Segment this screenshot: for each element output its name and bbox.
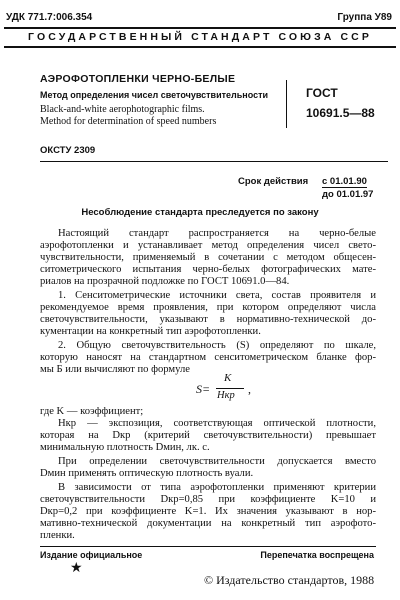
- udc-code: УДК 771.7:006.354: [6, 12, 93, 23]
- body-line-20: светочувствительности Dкр=0,85 при коэффициенте K=10 и: [40, 494, 376, 505]
- formula-end: ,: [248, 382, 251, 396]
- body-line-3: чувствительности, применяемый в сочетании с методом общесен-: [40, 252, 376, 263]
- body-line-12: мы Б или вычисляют по формуле: [40, 364, 190, 375]
- formula-fraction-bar: [216, 388, 244, 389]
- formula-denominator: Hкр: [217, 390, 235, 401]
- body-line-14: Hкр — экспозиция, соответствующая оптической плотности,: [58, 418, 376, 429]
- formula-numerator: K: [224, 372, 232, 384]
- okstu-rule: [40, 161, 388, 162]
- title-en-line-2: Method for determination of speed numbers: [40, 116, 217, 127]
- body-line-1: Настоящий стандарт распространяется на черно-белые: [58, 228, 376, 239]
- body-line-4: ситометрического испытания черно-белых фотографических мате-: [40, 264, 376, 275]
- body-line-8: светочувствительности, указывают в нормативно-технической до-: [40, 314, 376, 325]
- copyright-notice: © Издательство стандартов, 1988: [204, 573, 375, 587]
- body-line-6: 1. Сенситометрические источники света, состав проявителя и: [58, 290, 376, 301]
- okstu-code: ОКСТУ 2309: [40, 145, 96, 156]
- banner-bottom-rule: [4, 46, 396, 48]
- body-line-22: мативно-технической документации на конкретный тип аэрофото-: [40, 518, 376, 529]
- official-edition: Издание официальное: [40, 550, 143, 560]
- body-line-15: которая на Dкр (критерий светочувствительности) превышает: [40, 430, 376, 441]
- legal-notice: Несоблюдение стандарта преследуется по закону: [81, 207, 319, 218]
- body-line-19: В зависимости от типа аэрофотопленки применяют критерии: [58, 482, 376, 493]
- validity-label: Срок действия: [238, 176, 309, 187]
- gost-number: 10691.5—88: [306, 106, 375, 120]
- star-icon: ★: [70, 561, 83, 576]
- body-line-16: минимальную плотность Dмин, лк. с.: [40, 442, 210, 453]
- title-vertical-rule: [286, 80, 287, 128]
- body-line-11: которую наносят на стандартном сенситометрическом бланке фор-: [40, 352, 376, 363]
- body-line-23: пленки.: [40, 530, 75, 541]
- title-ru-main: АЭРОФОТОПЛЕНКИ ЧЕРНО-БЕЛЫЕ: [40, 73, 236, 85]
- title-en-line-1: Black-and-white aerophotographic films.: [40, 104, 205, 115]
- footer-rule: [40, 546, 376, 547]
- body-line-18: Dмин применять оптическую плотность вуали.: [40, 468, 254, 479]
- body-line-9: кументации на конкретный тип аэрофотопленки.: [40, 326, 261, 337]
- banner-top-rule: [4, 27, 396, 29]
- body-line-13: где K — коэффициент;: [40, 406, 144, 417]
- formula-lhs: S=: [196, 382, 211, 396]
- body-line-7: рекомендуемое время проявления, при котором определяют числа: [40, 302, 376, 313]
- body-line-21: Dкр=0,2 при коэффициенте K=1. Их значения указывают в нор-: [40, 506, 376, 517]
- reprint-prohibited: Перепечатка воспрещена: [260, 550, 374, 560]
- validity-from: с 01.01.90: [322, 176, 367, 187]
- title-ru-sub: Метод определения чисел светочувствительности: [40, 90, 269, 100]
- body-line-17: При определении светочувствительности допускается вместо: [58, 456, 376, 467]
- body-line-10: 2. Общую светочувствительность (S) определяют по шкале,: [58, 340, 376, 351]
- formula: [196, 372, 276, 406]
- validity-to: до 01.01.97: [322, 189, 374, 200]
- body-line-2: аэрофотопленки и устанавливает метод определения чисел свето-: [40, 240, 376, 251]
- gost-label: ГОСТ: [306, 86, 338, 100]
- body-line-5: риалов на прозрачной подложке по ГОСТ 10691.0—84.: [40, 276, 290, 287]
- group-code: Группа У89: [337, 12, 392, 23]
- state-standard-banner: ГОСУДАРСТВЕННЫЙ СТАНДАРТ СОЮЗА ССР: [28, 31, 372, 43]
